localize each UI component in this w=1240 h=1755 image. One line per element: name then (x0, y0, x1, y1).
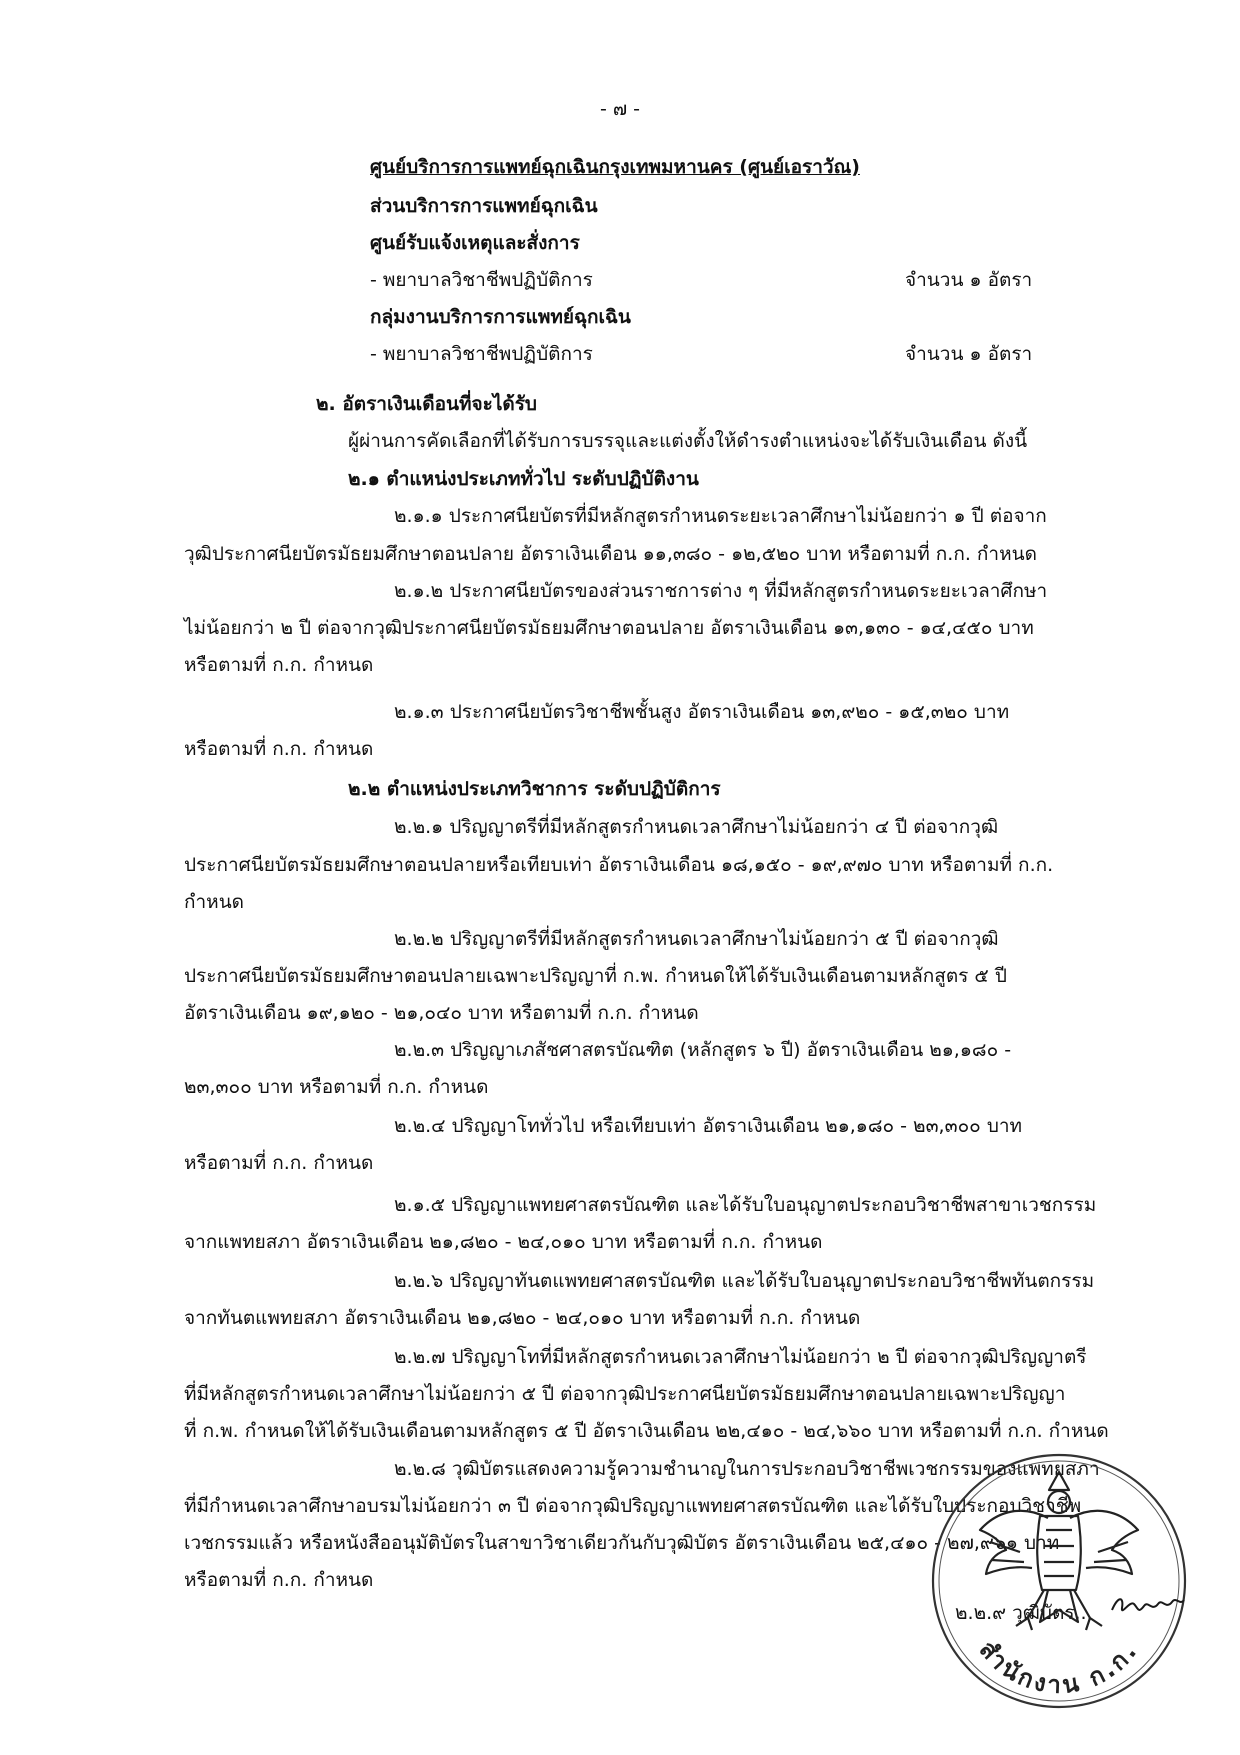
paragraph-line: ๒๓,๓๐๐ บาท หรือตามที่ ก.ก. กำหนด (184, 1076, 489, 1098)
paragraph-line: ๒.๒.๖ ปริญญาทันตแพทยศาสตรบัณฑิต และได้รับใบอนุญาตประกอบวิชาชีพทันตกรรม (394, 1270, 1095, 1292)
agency-title: ศูนย์บริการการแพทย์ฉุกเฉินกรุงเทพมหานคร (ศูนย์เอราวัณ) (370, 156, 860, 178)
paragraph-line: ๒.๑.๓ ประกาศนียบัตรวิชาชีพชั้นสูง อัตราเงินเดือน ๑๓,๙๒๐ - ๑๕,๓๒๐ บาท (394, 701, 1010, 723)
paragraph-line: ๒.๑.๒ ประกาศนียบัตรของส่วนราชการต่าง ๆ ที่มีหลักสูตรกำหนดระยะเวลาศึกษา (394, 580, 1048, 602)
paragraph-line: ๒.๒.๗ ปริญญาโทที่มีหลักสูตรกำหนดเวลาศึกษาไม่น้อยกว่า ๒ ปี ต่อจากวุฒิปริญญาตรี (394, 1346, 1087, 1368)
paragraph-line: ประกาศนียบัตรมัธยมศึกษาตอนปลายเฉพาะปริญญาที่ ก.พ. กำหนดให้ได้รับเงินเดือนตามหลักสูตร ๕ ปี (184, 965, 1007, 987)
unit2-count: จำนวน ๑ อัตรา (905, 343, 1033, 365)
unit1-position: - พยาบาลวิชาชีพปฏิบัติการ (370, 269, 593, 291)
paragraph-line: ๒.๒.๑ ปริญญาตรีที่มีหลักสูตรกำหนดเวลาศึกษาไม่น้อยกว่า ๔ ปี ต่อจากวุฒิ (394, 816, 999, 838)
unit1-title: ศูนย์รับแจ้งเหตุและสั่งการ (370, 232, 580, 254)
garuda-seal-icon (928, 1450, 1190, 1712)
paragraph-line: ๒.๒.๓ ปริญญาเภสัชศาสตรบัณฑิต (หลักสูตร ๖ ปี) อัตราเงินเดือน ๒๑,๑๘๐ - (394, 1039, 1012, 1061)
paragraph-line: ๒.๑.๕ ปริญญาแพทยศาสตรบัณฑิต และได้รับใบอนุญาตประกอบวิชาชีพสาขาเวชกรรม (394, 1194, 1097, 1216)
paragraph-line: ๒.๑.๑ ประกาศนียบัตรที่มีหลักสูตรกำหนดระยะเวลาศึกษาไม่น้อยกว่า ๑ ปี ต่อจาก (394, 505, 1047, 527)
paragraph-line: หรือตามที่ ก.ก. กำหนด (184, 1152, 374, 1174)
paragraph-line: เวชกรรมแล้ว หรือหนังสืออนุมัติบัตรในสาขาวิชาเดียวกันกับวุฒิบัตร อัตราเงินเดือน ๒๕,๔๑๐ - ๒๗,๙๖๑ บาท (184, 1532, 1060, 1554)
svg-text:สำนักงาน ก.ก.: สำนักงาน ก.ก. (973, 1635, 1144, 1700)
unit2-title: กลุ่มงานบริการการแพทย์ฉุกเฉิน (370, 306, 631, 328)
paragraph-line: หรือตามที่ ก.ก. กำหนด (184, 1569, 374, 1591)
paragraph-line: ที่ ก.พ. กำหนดให้ได้รับเงินเดือนตามหลักสูตร ๕ ปี อัตราเงินเดือน ๒๒,๔๑๐ - ๒๔,๖๖๐ บาท หรือตามที่ ก.ก. กำหนด (184, 1420, 1109, 1442)
section2-intro: ผู้ผ่านการคัดเลือกที่ได้รับการบรรจุและแต่งตั้งให้ดำรงตำแหน่งจะได้รับเงินเดือน ดังนี้ (348, 430, 1028, 452)
page-number: - ๗ - (599, 98, 641, 120)
paragraph-line: ที่มีกำหนดเวลาศึกษาอบรมไม่น้อยกว่า ๓ ปี ต่อจากวุฒิปริญญาแพทยศาสตรบัณฑิต และได้รับใบประกอบวิชาชีพ (184, 1495, 1082, 1517)
unit2-position: - พยาบาลวิชาชีพปฏิบัติการ (370, 343, 593, 365)
paragraph-line: หรือตามที่ ก.ก. กำหนด (184, 738, 374, 760)
continuation-marker: ๒.๒.๙ วุฒิบัตร... (955, 1602, 1093, 1624)
paragraph-line: ประกาศนียบัตรมัธยมศึกษาตอนปลายหรือเทียบเท่า อัตราเงินเดือน ๑๘,๑๕๐ - ๑๙,๙๗๐ บาท หรือตามที่ ก.ก. (184, 854, 1054, 876)
paragraph-line: หรือตามที่ ก.ก. กำหนด (184, 654, 374, 676)
section2-heading: ๒. อัตราเงินเดือนที่จะได้รับ (316, 393, 537, 415)
paragraph-line: ๒.๒.๔ ปริญญาโททั่วไป หรือเทียบเท่า อัตราเงินเดือน ๒๑,๑๘๐ - ๒๓,๓๐๐ บาท (394, 1115, 1023, 1137)
paragraph-line: ที่มีหลักสูตรกำหนดเวลาศึกษาไม่น้อยกว่า ๕ ปี ต่อจากวุฒิประกาศนียบัตรมัธยมศึกษาตอนปลายเฉพาะปริญญา (184, 1383, 1066, 1405)
paragraph-line: วุฒิประกาศนียบัตรมัธยมศึกษาตอนปลาย อัตราเงินเดือน ๑๑,๓๘๐ - ๑๒,๕๒๐ บาท หรือตามที่ ก.ก. กำหนด (184, 543, 1037, 565)
paragraph-line: ๒.๒.๒ ปริญญาตรีที่มีหลักสูตรกำหนดเวลาศึกษาไม่น้อยกว่า ๕ ปี ต่อจากวุฒิ (394, 928, 999, 950)
paragraph-line: กำหนด (184, 891, 245, 913)
paragraph-line: อัตราเงินเดือน ๑๙,๑๒๐ - ๒๑,๐๔๐ บาท หรือตามที่ ก.ก. กำหนด (184, 1002, 699, 1024)
paragraph-line: จากทันตแพทยสภา อัตราเงินเดือน ๒๑,๘๒๐ - ๒๔,๐๑๐ บาท หรือตามที่ ก.ก. กำหนด (184, 1307, 861, 1329)
paragraph-line: ๒.๒.๘ วุฒิบัตรแสดงความรู้ความชำนาญในการประกอบวิชาชีพเวชกรรมของแพทยสภา (394, 1458, 1100, 1480)
signature-icon (1108, 1590, 1188, 1620)
paragraph-line: ไม่น้อยกว่า ๒ ปี ต่อจากวุฒิประกาศนียบัตรมัธยมศึกษาตอนปลาย อัตราเงินเดือน ๑๓,๑๓๐ - ๑๔,๔๕๐ บาท (184, 617, 1034, 639)
unit1-count: จำนวน ๑ อัตรา (905, 269, 1033, 291)
division-title: ส่วนบริการการแพทย์ฉุกเฉิน (370, 195, 598, 217)
sub2-heading: ๒.๒ ตำแหน่งประเภทวิชาการ ระดับปฏิบัติการ (348, 778, 721, 800)
sub1-heading: ๒.๑ ตำแหน่งประเภททั่วไป ระดับปฏิบัติงาน (348, 468, 699, 490)
paragraph-line: จากแพทยสภา อัตราเงินเดือน ๒๑,๘๒๐ - ๒๔,๐๑๐ บาท หรือตามที่ ก.ก. กำหนด (184, 1231, 823, 1253)
